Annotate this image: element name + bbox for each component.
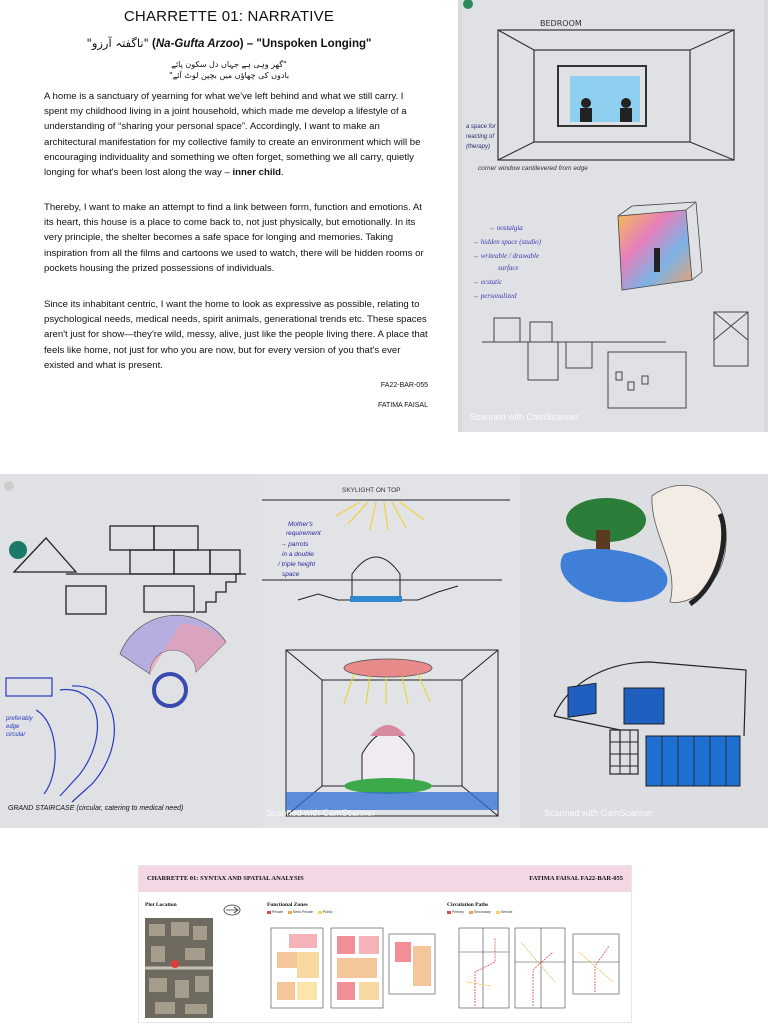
zone-legend-semi: Semi-Private [292,910,313,914]
paragraph-2: Thereby, I want to make an attempt to find a link between form, function and emotions. At its heart, this house is a place to come back to, not just physically, but emotionally. In its very principle, the shelter becomes a safe space for longing and memories. Taking inspiration from all the films and cartoons we used to watch, there will be hidden rooms or pockets housing the prized possessions of individuals. [44,202,424,274]
slide-title: CHARRETTE 01: SYNTAX AND SPATIAL ANALYSIS [147,875,304,882]
mothers-note-5: / triple height [278,561,316,568]
student-name: FATIMA FAISAL [377,402,428,409]
plot-location-map [145,918,213,1018]
camscanner-watermark-3: Scanned with CamScanner [544,808,654,818]
staircase-caption: GRAND STAIRCASE (circular, catering to medical need) [8,805,184,812]
cube-note-2: → hidden space (studio) [472,238,542,246]
private-swatch-icon [267,911,271,914]
analysis-slide [138,865,632,1023]
paragraph-1-text: A home is a sanctuary of yearning for what we've left behind and what we still carry. I spent my childhood living in a joint household, which made me develop a lifestyle of a understanding of “sharing your personal space”. Accordingly, I want to make an architectural manifestation for my collective family to create an environment which will be encouraging individuality and something we often forget, something we all carry, quietly longing for what's been lost along the way – [44,91,421,179]
north-arrow-icon [223,904,241,916]
sketch-photo-skylight [258,474,520,828]
urdu-verse-line-1: "گھر وہی ہے جہاں دل سکون پائے [171,60,287,69]
sketch-photo-staircase [0,474,258,828]
zone-legend [267,910,332,914]
mothers-note-6: space [282,571,300,578]
sketch-photo-exterior [520,474,768,828]
staircase-note-3: circular [6,732,26,738]
mothers-note-1: Mother's [288,521,313,528]
circ-legend-primary: Primary [452,910,465,914]
zone-legend-public: Public [322,910,333,914]
bedroom-caption: corner window cantilevered from edge [478,165,588,172]
student-code: FA22-BAR-055 [380,382,428,389]
staircase-note-1: preferably [6,716,33,722]
primary-swatch-icon [447,911,451,914]
staircase-sketch-drawing [0,474,258,828]
paragraph-1 [44,89,428,180]
slide-author: FATIMA FAISAL FA22-BAR-055 [529,875,623,882]
bedroom-sketch-drawing [458,0,768,432]
sketch-photo-bedroom [458,0,768,432]
zone-legend-private: Private [272,910,283,914]
circulation-paths-plans [455,922,625,1018]
circ-legend-service: Service [500,910,513,914]
cube-note-5: → ecstatic [472,278,503,286]
document-subtitle: "ناگفتہ آرزو" (Na-Gufta Arzoo) – "Unspoken Longing" [86,36,372,50]
staircase-note-2: edge [6,724,20,730]
plot-location-heading: Plot Location [145,902,177,908]
camscanner-watermark-2: Scanned with CamScanner [266,808,376,818]
exterior-sketch-drawing [520,474,768,828]
cube-note-3: → writeable / drawable [472,252,540,260]
circulation-legend [447,910,512,914]
urdu-verse-line-2: بادوں کی چھاؤں میں بچپن لوٹ آئے" [168,71,290,80]
cube-note-1: → nostalgia [488,224,523,232]
skylight-sketch-drawing [258,474,520,828]
paragraph-3: Since its inhabitant centric, I want the home to look as expressive as possible, relating to psychological needs, medical needs, spirit animals, generational trends etc. These spaces aren't just for show—they're wild, messy, alive, just like the people living there. A place that feels like home, not just for who you are now, but for every version of you that's ever existed and what is present. [44,299,428,371]
functional-zones-heading: Functional Zones [267,902,308,908]
mothers-note-3: → parrots [280,541,309,548]
bedroom-note-3: (therapy) [466,144,491,150]
paragraph-1-bold: inner child [232,167,282,179]
bedroom-note-1: a space for [466,124,496,130]
mothers-note-2: requirement [286,530,321,537]
service-swatch-icon [496,911,500,914]
mothers-note-4: in a double [282,551,314,558]
document-title: CHARRETTE 01: NARRATIVE [123,8,335,25]
subtitle-english: "Unspoken Longing" [256,38,372,50]
public-swatch-icon [318,911,322,914]
skylight-label: SKYLIGHT ON TOP [342,487,401,494]
circ-legend-secondary: Secondary [474,910,491,914]
subtitle-urdu: "ناگفتہ آرزو" [86,36,149,50]
paragraph-1-end: . [281,167,284,179]
camscanner-watermark-1: Scanned with CamScanner [470,412,580,422]
circulation-paths-heading: Circulation Paths [447,902,489,908]
slide-header [139,866,631,892]
bedroom-note-2: reacting of [466,134,495,140]
functional-zones-plans [267,922,443,1018]
cube-note-6: → personalized [472,292,517,300]
secondary-swatch-icon [469,911,473,914]
cube-note-4: surface [498,264,519,272]
pin-icon [4,481,14,491]
subtitle-name: Na-Gufta Arzoo [155,38,240,50]
semi-private-swatch-icon [288,911,292,914]
bedroom-label: BEDROOM [540,19,582,28]
